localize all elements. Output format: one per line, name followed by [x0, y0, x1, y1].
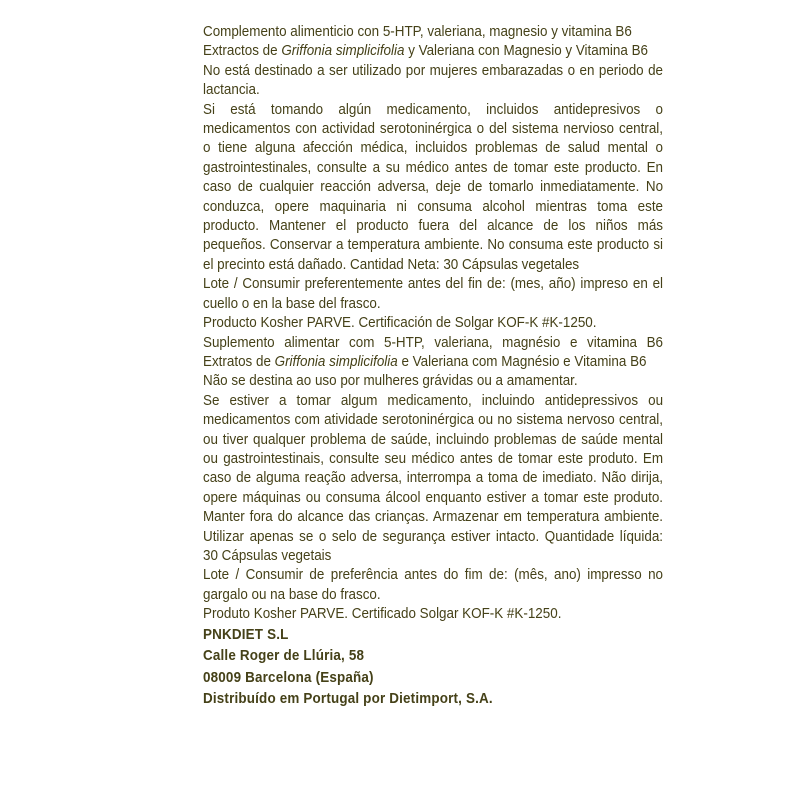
- company-address-street: Calle Roger de Llúria, 58: [203, 647, 365, 665]
- es-kosher-line: Producto Kosher PARVE. Certificación de Solgar KOF-K #K-1250.: [203, 314, 597, 332]
- supplement-label-text: [203, 22, 663, 710]
- pt-kosher-line: Produto Kosher PARVE. Certificado Solgar KOF-K #K-1250.: [203, 605, 562, 623]
- pt-lot-info: Lote / Consumir de preferência antes do fim de: (mês, ano) impresso no gargalo ou na base do frasco.: [203, 566, 664, 603]
- pt-pregnancy-warning: Não se destina ao uso por mulheres grávidas ou a amamentar.: [203, 372, 578, 390]
- pt-headline: Suplemento alimentar com 5-HTP, valeriana, magnésio e vitamina B6: [203, 333, 664, 351]
- es-extracts-line: [203, 41, 663, 60]
- es-usage-warning: Si está tomando algún medicamento, incluidos antidepresivos o medicamentos con actividad serotoninérgica o del sistema nervioso central, o tiene alguna afección médica, incluidos problemas de salud mental o gastrointestinales, consulte a su médico antes de tomar este producto. En caso de cualquier reacción adversa, deje de tomarlo inmediatamente. No conduzca, opere maquinaria ni consuma alcohol mientras toma este producto. Mantener el producto fuera del alcance de los niños más pequeños. Conservar a temperatura ambiente. No consuma este producto si el precinto está dañado. Cantidad Neta: 30 Cápsulas vegetales: [203, 100, 664, 273]
- company-address-city: 08009 Barcelona (España): [203, 668, 374, 686]
- es-extracts-prefix: Extractos de: [203, 42, 278, 60]
- es-pregnancy-warning: No está destinado a ser utilizado por mujeres embarazadas o en periodo de lactancia.: [203, 61, 664, 99]
- pt-extracts-suffix: e Valeriana com Magnésio e Vitamina B6: [401, 352, 647, 370]
- pt-extracts-line: [203, 352, 663, 371]
- pt-extracts-prefix: Extratos de: [203, 352, 271, 370]
- es-lot-info: Lote / Consumir preferentemente antes del fin de: (mes, año) impreso en el cuello o en la base del frasco.: [203, 275, 664, 312]
- es-extracts-suffix: y Valeriana con Magnesio y Vitamina B6: [408, 42, 648, 60]
- pt-species-name-italic: Griffonia simplicifolia: [274, 352, 398, 370]
- company-name: PNKDIET S.L: [203, 625, 289, 643]
- portuguese-section: [203, 333, 663, 624]
- manufacturer-footer: [203, 624, 663, 710]
- es-headline-text: Complemento alimenticio con 5-HTP, valeriana, magnesio y vitamina B6: [203, 23, 632, 40]
- pt-usage-warning: Se estiver a tomar algum medicamento, incluindo antidepressivos ou medicamentos com atividade serotoninérgica ou no sistema nervoso central, ou tiver qualquer problema de saúde, incluindo problemas de saúde mental ou gastrointestinais, consulte seu médico antes de tomar este produto. Em caso de alguma reação adversa, interrompa a toma de imediato. Não dirija, opere máquinas ou consuma álcool enquanto estiver a tomar este produto. Manter fora do alcance das crianças. Armazenar em temperatura ambiente. Utilizar apenas se o selo de segurança estiver intacto. Quantidade líquida: 30 Cápsulas vegetais: [203, 391, 664, 564]
- es-species-name-italic: Griffonia simplicifolia: [281, 42, 405, 60]
- es-headline: [203, 22, 663, 41]
- distributor-line: Distribuído em Portugal por Dietimport, S.A.: [203, 690, 493, 708]
- spanish-section: [203, 22, 663, 333]
